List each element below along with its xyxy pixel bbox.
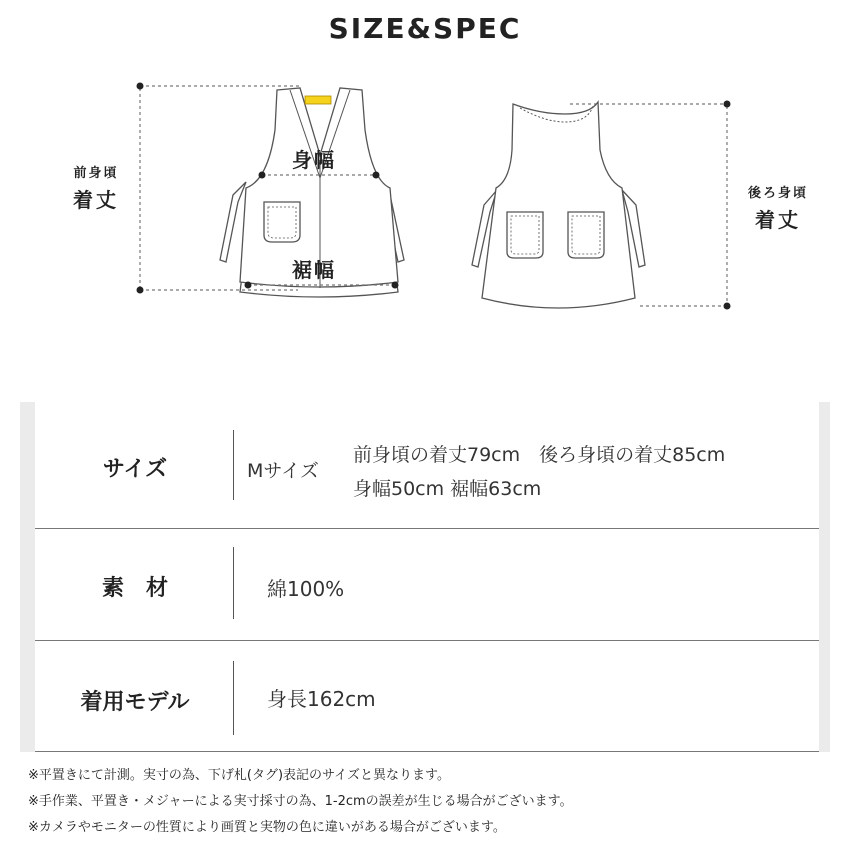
back-length-label-top: 後ろ身頃 [747, 186, 808, 201]
divider [233, 430, 234, 500]
note-line: ※手作業、平置き・メジャーによる実寸採寸の為、1-2cmの誤差が生じる場合がございます。 [28, 794, 573, 809]
size-line-2: 身幅50cm 裾幅63cm [353, 478, 542, 500]
size-label: サイズ [102, 457, 168, 482]
size-line-1: 前身頃の着丈79cm 後ろ身頃の着丈85cm [353, 444, 726, 466]
divider [233, 547, 234, 619]
note-line: ※カメラやモニターの性質により画質と実物の色に違いがある場合がございます。 [28, 820, 506, 835]
front-length-label: 着丈 [73, 188, 119, 212]
note-line: ※平置きにて計測。実寸の為、下げ札(タグ)表記のサイズと異なります。 [28, 768, 450, 783]
front-length-label-top: 前身頃 [73, 166, 119, 181]
spec-row-size [35, 402, 819, 529]
model-value: 身長162cm [267, 687, 376, 711]
brand-tag [305, 96, 331, 104]
back-length-label: 着丈 [755, 208, 801, 232]
spec-row-material [35, 529, 819, 641]
chest-width-label: 身幅 [292, 148, 336, 172]
material-value: 綿100% [267, 577, 345, 601]
spec-row-model [35, 641, 819, 752]
page-title: SIZE&SPEC [328, 12, 522, 45]
model-label: 着用モデル [80, 690, 190, 715]
divider [233, 661, 234, 735]
size-name: Mサイズ [247, 460, 319, 482]
notes [28, 763, 828, 841]
size-diagram [0, 70, 850, 330]
hem-width-label: 裾幅 [292, 258, 336, 282]
back-vest [472, 102, 645, 308]
material-label: 素 材 [101, 576, 168, 601]
